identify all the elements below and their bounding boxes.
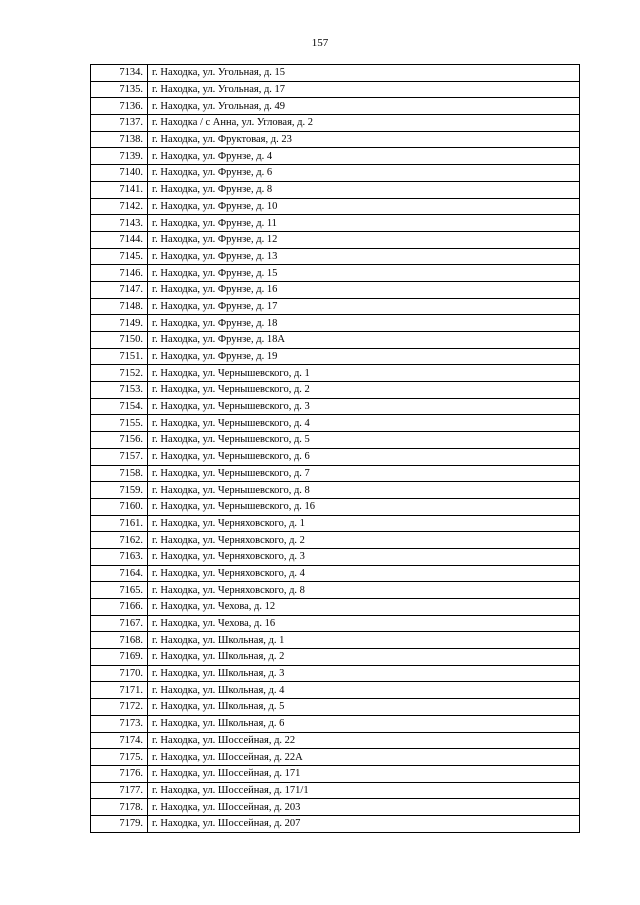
table-row: [91, 665, 580, 682]
row-number: 7160.: [91, 498, 148, 515]
table-row: [91, 632, 580, 649]
row-address: г. Находка, ул. Школьная, д. 3: [148, 665, 580, 682]
row-address: г. Находка, ул. Школьная, д. 1: [148, 632, 580, 649]
row-number: 7170.: [91, 665, 148, 682]
table-row: [91, 548, 580, 565]
table-row: [91, 432, 580, 449]
table-row: [91, 248, 580, 265]
row-number: 7143.: [91, 215, 148, 232]
table-row: [91, 398, 580, 415]
table-row: [91, 749, 580, 766]
row-address: г. Находка, ул. Шоссейная, д. 171: [148, 765, 580, 782]
table-row: [91, 98, 580, 115]
row-number: 7150.: [91, 332, 148, 349]
row-number: 7142.: [91, 198, 148, 215]
row-number: 7168.: [91, 632, 148, 649]
table-row: [91, 332, 580, 349]
table-row: [91, 482, 580, 499]
row-address: г. Находка, ул. Фруктовая, д. 23: [148, 131, 580, 148]
row-number: 7157.: [91, 448, 148, 465]
row-address: г. Находка, ул. Угольная, д. 15: [148, 65, 580, 82]
table-row: [91, 198, 580, 215]
row-address: г. Находка, ул. Угольная, д. 49: [148, 98, 580, 115]
row-address: г. Находка, ул. Чернышевского, д. 1: [148, 365, 580, 382]
row-address: г. Находка, ул. Фрунзе, д. 4: [148, 148, 580, 165]
table-row: [91, 298, 580, 315]
table-row: [91, 115, 580, 132]
row-number: 7151.: [91, 348, 148, 365]
row-address: г. Находка, ул. Фрунзе, д. 15: [148, 265, 580, 282]
table-row: [91, 165, 580, 182]
row-address: г. Находка, ул. Фрунзе, д. 6: [148, 165, 580, 182]
table-row: [91, 799, 580, 816]
table-row: [91, 265, 580, 282]
row-address: г. Находка, ул. Угольная, д. 17: [148, 81, 580, 98]
table-row: [91, 599, 580, 616]
table-row: [91, 281, 580, 298]
table-row: [91, 215, 580, 232]
row-address: г. Находка, ул. Чернышевского, д. 16: [148, 498, 580, 515]
row-address: г. Находка, ул. Фрунзе, д. 8: [148, 181, 580, 198]
row-address: г. Находка, ул. Чернышевского, д. 4: [148, 415, 580, 432]
row-number: 7165.: [91, 582, 148, 599]
row-address: г. Находка, ул. Чернышевского, д. 2: [148, 382, 580, 399]
row-number: 7134.: [91, 65, 148, 82]
row-address: г. Находка, ул. Черняховского, д. 3: [148, 548, 580, 565]
row-address: г. Находка, ул. Чернышевского, д. 3: [148, 398, 580, 415]
table-row: [91, 582, 580, 599]
row-number: 7163.: [91, 548, 148, 565]
table-row: [91, 315, 580, 332]
address-table: [90, 64, 580, 833]
row-address: г. Находка, ул. Черняховского, д. 2: [148, 532, 580, 549]
row-address: г. Находка, ул. Чернышевского, д. 7: [148, 465, 580, 482]
table-row: [91, 382, 580, 399]
row-number: 7141.: [91, 181, 148, 198]
row-number: 7153.: [91, 382, 148, 399]
row-address: г. Находка, ул. Фрунзе, д. 12: [148, 231, 580, 248]
table-row: [91, 148, 580, 165]
row-number: 7154.: [91, 398, 148, 415]
row-address: г. Находка, ул. Школьная, д. 5: [148, 699, 580, 716]
row-number: 7169.: [91, 649, 148, 666]
row-address: г. Находка, ул. Фрунзе, д. 13: [148, 248, 580, 265]
row-number: 7177.: [91, 782, 148, 799]
row-number: 7161.: [91, 515, 148, 532]
row-address: г. Находка, ул. Шоссейная, д. 171/1: [148, 782, 580, 799]
row-address: г. Находка, ул. Шоссейная, д. 22: [148, 732, 580, 749]
table-row: [91, 565, 580, 582]
row-number: 7144.: [91, 231, 148, 248]
table-row: [91, 649, 580, 666]
table-row: [91, 715, 580, 732]
row-number: 7146.: [91, 265, 148, 282]
row-address: г. Находка, ул. Школьная, д. 2: [148, 649, 580, 666]
row-number: 7145.: [91, 248, 148, 265]
row-number: 7149.: [91, 315, 148, 332]
row-number: 7138.: [91, 131, 148, 148]
row-number: 7137.: [91, 115, 148, 132]
row-address: г. Находка, ул. Черняховского, д. 8: [148, 582, 580, 599]
row-address: г. Находка, ул. Чернышевского, д. 6: [148, 448, 580, 465]
row-address: г. Находка, ул. Фрунзе, д. 11: [148, 215, 580, 232]
table-row: [91, 682, 580, 699]
table-row: [91, 65, 580, 82]
row-address: г. Находка, ул. Фрунзе, д. 18А: [148, 332, 580, 349]
row-number: 7172.: [91, 699, 148, 716]
row-number: 7176.: [91, 765, 148, 782]
row-number: 7140.: [91, 165, 148, 182]
row-address: г. Находка, ул. Фрунзе, д. 18: [148, 315, 580, 332]
table-row: [91, 765, 580, 782]
row-address: г. Находка, ул. Школьная, д. 4: [148, 682, 580, 699]
row-address: г. Находка, ул. Черняховского, д. 4: [148, 565, 580, 582]
row-number: 7135.: [91, 81, 148, 98]
row-address: г. Находка, ул. Фрунзе, д. 16: [148, 281, 580, 298]
row-address: г. Находка, ул. Чехова, д. 12: [148, 599, 580, 616]
table-row: [91, 815, 580, 832]
row-number: 7155.: [91, 415, 148, 432]
row-number: 7139.: [91, 148, 148, 165]
row-address: г. Находка, ул. Фрунзе, д. 19: [148, 348, 580, 365]
row-number: 7171.: [91, 682, 148, 699]
table-row: [91, 448, 580, 465]
row-address: г. Находка, ул. Чернышевского, д. 5: [148, 432, 580, 449]
row-address: г. Находка / с Анна, ул. Угловая, д. 2: [148, 115, 580, 132]
row-number: 7167.: [91, 615, 148, 632]
table-row: [91, 81, 580, 98]
row-number: 7159.: [91, 482, 148, 499]
table-row: [91, 365, 580, 382]
row-number: 7152.: [91, 365, 148, 382]
table-row: [91, 782, 580, 799]
table-row: [91, 231, 580, 248]
row-address: г. Находка, ул. Шоссейная, д. 203: [148, 799, 580, 816]
row-address: г. Находка, ул. Фрунзе, д. 10: [148, 198, 580, 215]
table-row: [91, 465, 580, 482]
row-address: г. Находка, ул. Шоссейная, д. 22А: [148, 749, 580, 766]
table-row: [91, 415, 580, 432]
address-table-body: [91, 65, 580, 833]
table-row: [91, 348, 580, 365]
page-number: 157: [311, 37, 329, 49]
table-row: [91, 515, 580, 532]
row-number: 7164.: [91, 565, 148, 582]
row-number: 7156.: [91, 432, 148, 449]
row-number: 7173.: [91, 715, 148, 732]
row-number: 7158.: [91, 465, 148, 482]
row-address: г. Находка, ул. Фрунзе, д. 17: [148, 298, 580, 315]
row-address: г. Находка, ул. Чернышевского, д. 8: [148, 482, 580, 499]
row-address: г. Находка, ул. Школьная, д. 6: [148, 715, 580, 732]
row-number: 7166.: [91, 599, 148, 616]
row-number: 7136.: [91, 98, 148, 115]
table-row: [91, 532, 580, 549]
row-number: 7147.: [91, 281, 148, 298]
table-row: [91, 615, 580, 632]
table-row: [91, 181, 580, 198]
table-row: [91, 498, 580, 515]
row-address: г. Находка, ул. Черняховского, д. 1: [148, 515, 580, 532]
row-number: 7148.: [91, 298, 148, 315]
table-row: [91, 131, 580, 148]
row-number: 7162.: [91, 532, 148, 549]
table-row: [91, 699, 580, 716]
row-number: 7175.: [91, 749, 148, 766]
row-number: 7179.: [91, 815, 148, 832]
row-address: г. Находка, ул. Чехова, д. 16: [148, 615, 580, 632]
row-number: 7174.: [91, 732, 148, 749]
table-row: [91, 732, 580, 749]
row-address: г. Находка, ул. Шоссейная, д. 207: [148, 815, 580, 832]
row-number: 7178.: [91, 799, 148, 816]
